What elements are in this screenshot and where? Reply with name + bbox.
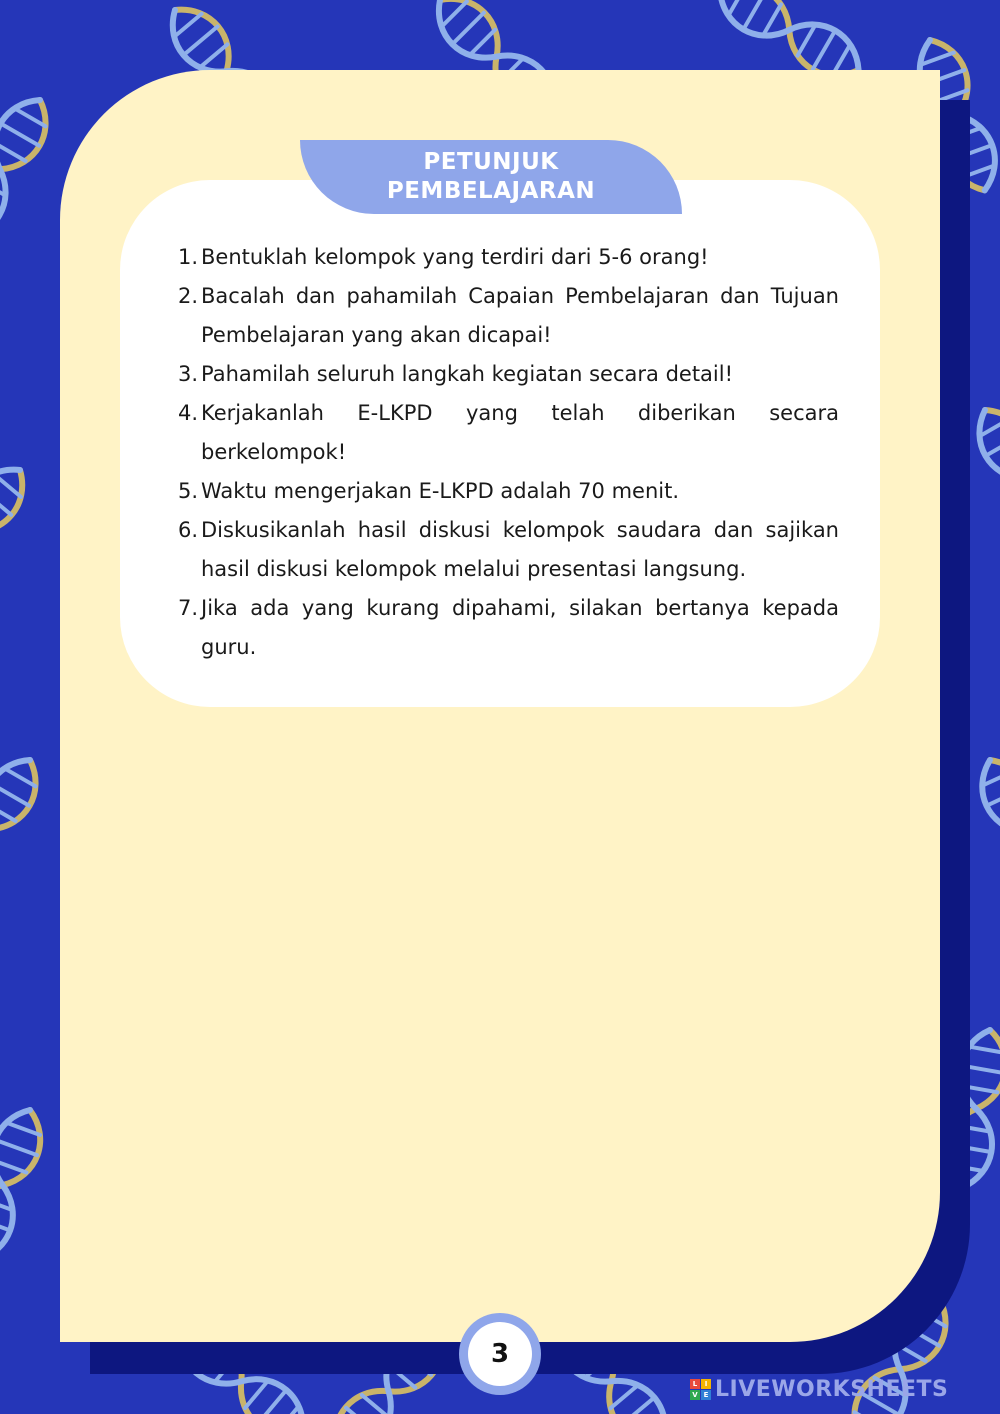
list-item-text: Bacalah dan pahamilah Capaian Pembelajaran dan Tujuan Pembelajaran yang akan dicapai! (201, 284, 839, 347)
list-item-number: 1. (178, 245, 199, 269)
list-item-number: 4. (178, 401, 199, 425)
list-item-text: Diskusikanlah hasil diskusi kelompok saudara dan sajikan hasil diskusi kelompok melalui presentasi langsung. (201, 518, 839, 581)
list-item (178, 472, 839, 511)
liveworksheets-watermark (690, 1374, 948, 1404)
liveworksheets-logo-icon (690, 1379, 711, 1400)
list-item (178, 355, 839, 394)
watermark-text: LIVEWORKSHEETS (715, 1376, 949, 1402)
title-line-2: PEMBELAJARAN (386, 178, 596, 204)
page-number: 3 (468, 1322, 532, 1386)
list-item (178, 238, 839, 277)
list-item (178, 511, 839, 589)
dna-helix-icon (0, 89, 59, 250)
dna-helix-icon (0, 749, 49, 910)
logo-letter: L (690, 1379, 700, 1389)
dna-helix-icon (0, 456, 37, 607)
list-item-number: 2. (178, 284, 199, 308)
dna-helix-icon (0, 1102, 51, 1268)
list-item-text: Jika ada yang kurang dipahami, silakan bertanya kepada guru. (201, 596, 839, 659)
list-item (178, 394, 839, 472)
page-number-badge (459, 1313, 541, 1395)
list-item-text: Bentuklah kelompok yang terdiri dari 5-6 orang! (201, 245, 709, 269)
list-item-number: 5. (178, 479, 199, 503)
list-item-number: 6. (178, 518, 199, 542)
logo-letter: V (690, 1390, 700, 1400)
list-item-text: Kerjakanlah E-LKPD yang telah diberikan secara berkelompok! (201, 401, 839, 464)
title-line-1: PETUNJUK (423, 149, 559, 175)
list-item-text: Waktu mengerjakan E-LKPD adalah 70 menit. (201, 479, 679, 503)
logo-letter: E (701, 1390, 711, 1400)
dna-helix-icon (970, 750, 1000, 914)
list-item (178, 277, 839, 355)
list-item-text: Pahamilah seluruh langkah kegiatan secara detail! (201, 362, 734, 386)
list-item-number: 3. (178, 362, 199, 386)
page-title (300, 140, 682, 214)
list-item (178, 589, 839, 667)
logo-letter: I (701, 1379, 711, 1389)
dna-helix-icon (966, 399, 1000, 560)
instructions-list (178, 238, 839, 667)
list-item-number: 7. (178, 596, 199, 620)
